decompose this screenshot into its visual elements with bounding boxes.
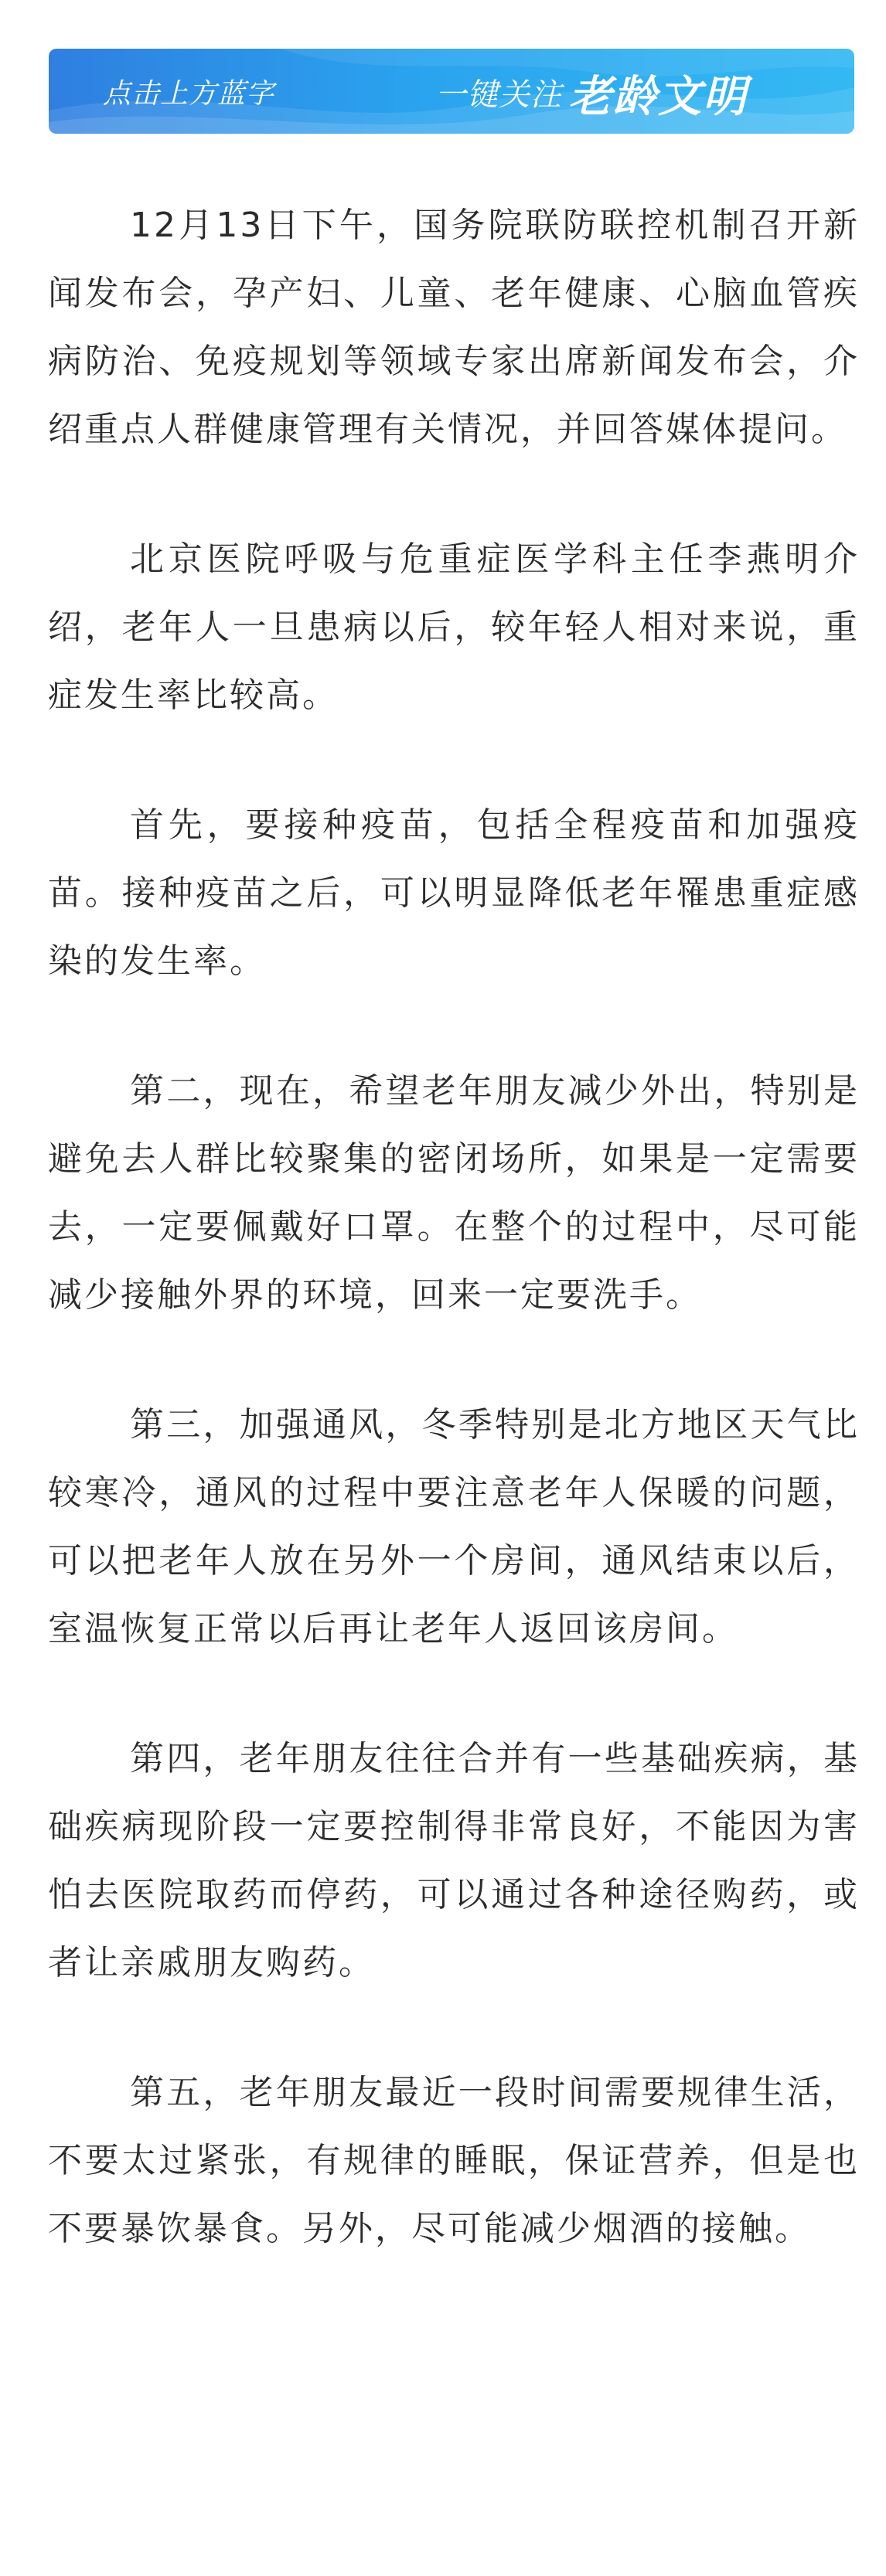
article-body <box>48 192 860 2325</box>
paragraph-first: 首先，要接种疫苗，包括全程疫苗和加强疫苗。接种疫苗之后，可以明显降低老年罹患重症感染的发生率。 <box>48 805 860 981</box>
banner-click-text: 点击上方蓝字 <box>103 78 275 110</box>
paragraph-second: 第二，现在，希望老年朋友减少外出，特别是避免去人群比较聚集的密闭场所，如果是一定需要去，一定要佩戴好口罩。在整个的过程中，尽可能减少接触外界的环境，回来一定要洗手。 <box>48 1071 860 1315</box>
banner-brand-name: 老龄文明 <box>568 72 748 122</box>
paragraph-fourth: 第四，老年朋友往往合并有一些基础疾病，基础疾病现阶段一定要控制得非常良好，不能因为害怕去医院取药而停药，可以通过各种途径购药，或者让亲戚朋友购药。 <box>48 1739 860 1982</box>
paragraph-intro: 12月13日下午，国务院联防联控机制召开新闻发布会，孕产妇、儿童、老年健康、心脑血管疾病防治、免疫规划等领域专家出席新闻发布会，介绍重点人群健康管理有关情况，并回答媒体提问。 <box>48 206 860 449</box>
paragraph-third: 第三，加强通风，冬季特别是北方地区天气比较寒冷，通风的过程中要注意老年人保暖的问题，可以把老年人放在另外一个房间，通风结束以后，室温恢复正常以后再让老年人返回该房间。 <box>48 1405 860 1649</box>
banner-follow-text: 一键关注 <box>435 77 562 113</box>
paragraph-expert: 北京医院呼吸与危重症医学科主任李燕明介绍，老年人一旦患病以后，较年轻人相对来说，重症发生率比较高。 <box>48 539 860 715</box>
follow-banner[interactable] <box>49 49 854 134</box>
paragraph-fifth: 第五，老年朋友最近一段时间需要规律生活，不要太过紧张，有规律的睡眠，保证营养，但是也不要暴饮暴食。另外，尽可能减少烟酒的接触。 <box>48 2073 860 2248</box>
